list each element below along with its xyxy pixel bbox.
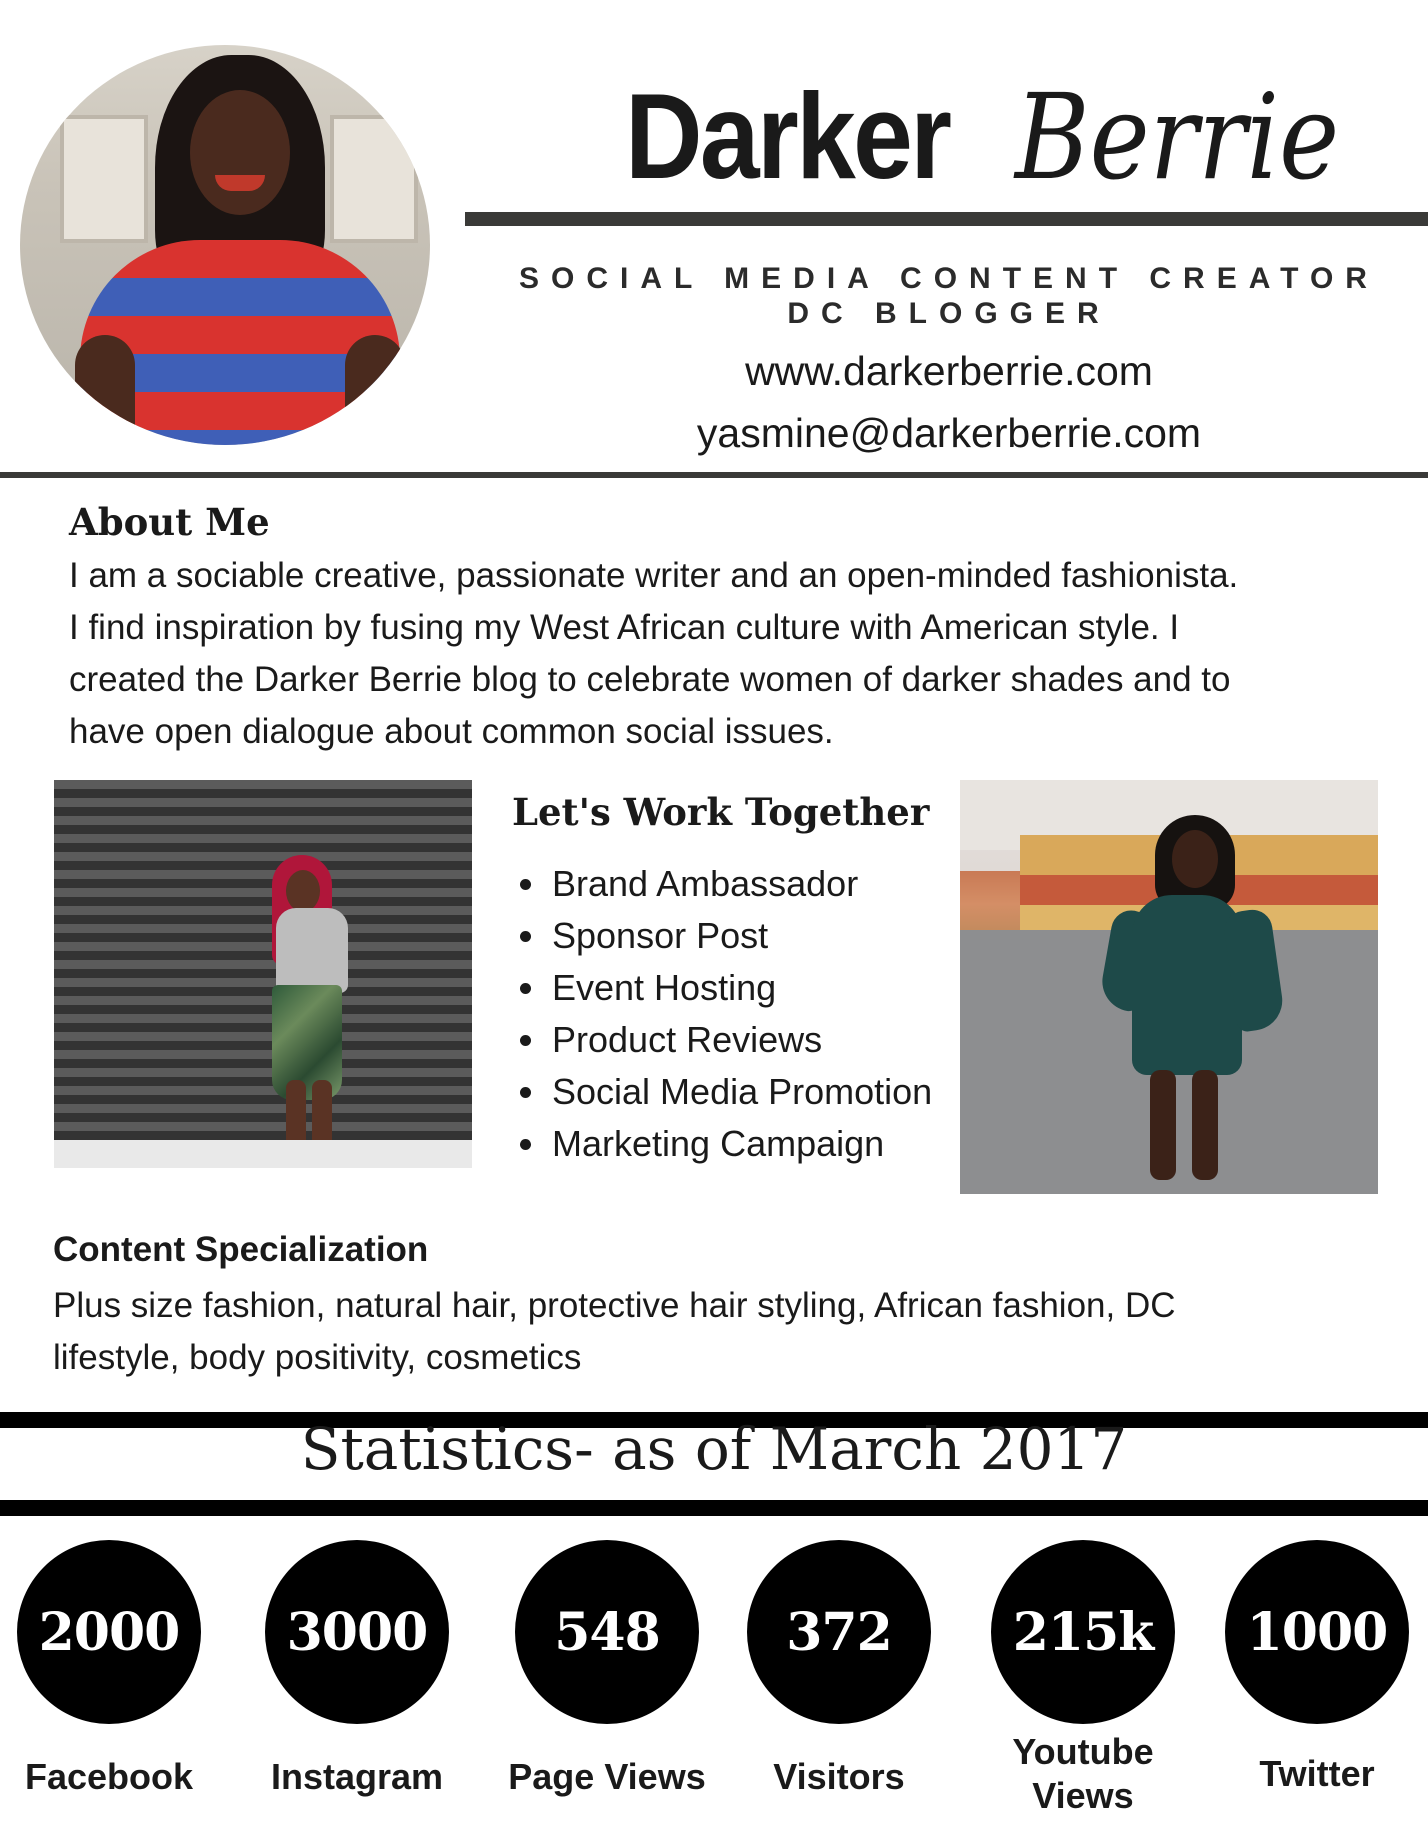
photo-face: [286, 870, 320, 912]
stat-label: Twitter: [1259, 1753, 1375, 1794]
about-line: have open dialogue about common social issues.: [69, 712, 834, 751]
logo-wordmark-script: Berrie: [1015, 68, 1340, 206]
stat-value: 1000: [1225, 1540, 1409, 1724]
stat-value: 2000: [17, 1540, 201, 1724]
stat-label: Visitors: [773, 1756, 905, 1797]
stat-instagram: [242, 1540, 472, 1797]
stat-facebook: [0, 1540, 224, 1797]
service-item: Brand Ambassador: [510, 858, 932, 910]
about-paragraph: [69, 550, 1409, 758]
stat-value: 548: [515, 1540, 699, 1724]
services-list: [510, 858, 932, 1170]
photo-sequin-skirt: [272, 985, 342, 1100]
header-divider: [0, 472, 1428, 478]
stat-page-views: [492, 1540, 722, 1797]
tagline-primary: SOCIAL MEDIA CONTENT CREATOR: [519, 262, 1379, 295]
stat-visitors: [724, 1540, 954, 1797]
stat-value: 215k: [991, 1540, 1175, 1724]
stat-label: Page Views: [508, 1756, 706, 1797]
stat-twitter: [1202, 1540, 1428, 1794]
stat-label: Youtube Views: [1012, 1731, 1154, 1816]
bullet-icon: [520, 1035, 531, 1046]
background-window: [60, 115, 148, 243]
service-item: Social Media Promotion: [510, 1066, 932, 1118]
content-heading: Content Specialization: [53, 1230, 429, 1269]
content-line: lifestyle, body positivity, cosmetics: [53, 1338, 582, 1377]
photo-ground: [54, 1140, 472, 1168]
logo-wordmark-bold: Darker: [625, 68, 950, 204]
service-item: Event Hosting: [510, 962, 932, 1014]
about-line: created the Darker Berrie blog to celebrate women of darker shades and to: [69, 660, 1231, 699]
photo-arm: [75, 335, 135, 445]
photo-leg: [1150, 1070, 1176, 1180]
stats-title: Statistics- as of March 2017: [300, 1415, 1128, 1483]
photo-leg: [1192, 1070, 1218, 1180]
about-line: I find inspiration by fusing my West African culture with American style. I: [69, 608, 1180, 647]
photo-face: [190, 90, 290, 215]
about-heading: About Me: [69, 500, 270, 544]
stat-youtube-views: [968, 1540, 1198, 1816]
photo-arm: [345, 335, 405, 445]
bullet-icon: [520, 879, 531, 890]
email-link[interactable]: yasmine@darkerberrie.com: [696, 410, 1202, 456]
tagline-secondary: DC BLOGGER: [787, 297, 1111, 330]
bullet-icon: [520, 1139, 531, 1150]
photo-top: [276, 908, 348, 993]
work-heading: Let's Work Together: [512, 790, 930, 834]
bullet-icon: [520, 931, 531, 942]
service-item: Sponsor Post: [510, 910, 932, 962]
logo-divider: [465, 212, 1428, 226]
bullet-icon: [520, 1087, 531, 1098]
service-item: Marketing Campaign: [510, 1118, 932, 1170]
website-link[interactable]: www.darkerberrie.com: [745, 348, 1153, 394]
stat-value: 3000: [265, 1540, 449, 1724]
profile-photo: [20, 45, 430, 445]
service-item: Product Reviews: [510, 1014, 932, 1066]
photo-left-shutter: [54, 780, 472, 1168]
photo-face: [1172, 830, 1218, 888]
content-line: Plus size fashion, natural hair, protective hair styling, African fashion, DC: [53, 1286, 1176, 1325]
background-window: [330, 115, 418, 243]
about-line: I am a sociable creative, passionate writer and an open-minded fashionista.: [69, 556, 1239, 595]
content-paragraph: [53, 1280, 1413, 1384]
bullet-icon: [520, 983, 531, 994]
photo-right-street: [960, 780, 1378, 1194]
stats-rule-bottom: [0, 1500, 1428, 1516]
stat-label: Instagram: [270, 1756, 444, 1797]
stat-label: Facebook: [24, 1756, 194, 1797]
stat-value: 372: [747, 1540, 931, 1724]
